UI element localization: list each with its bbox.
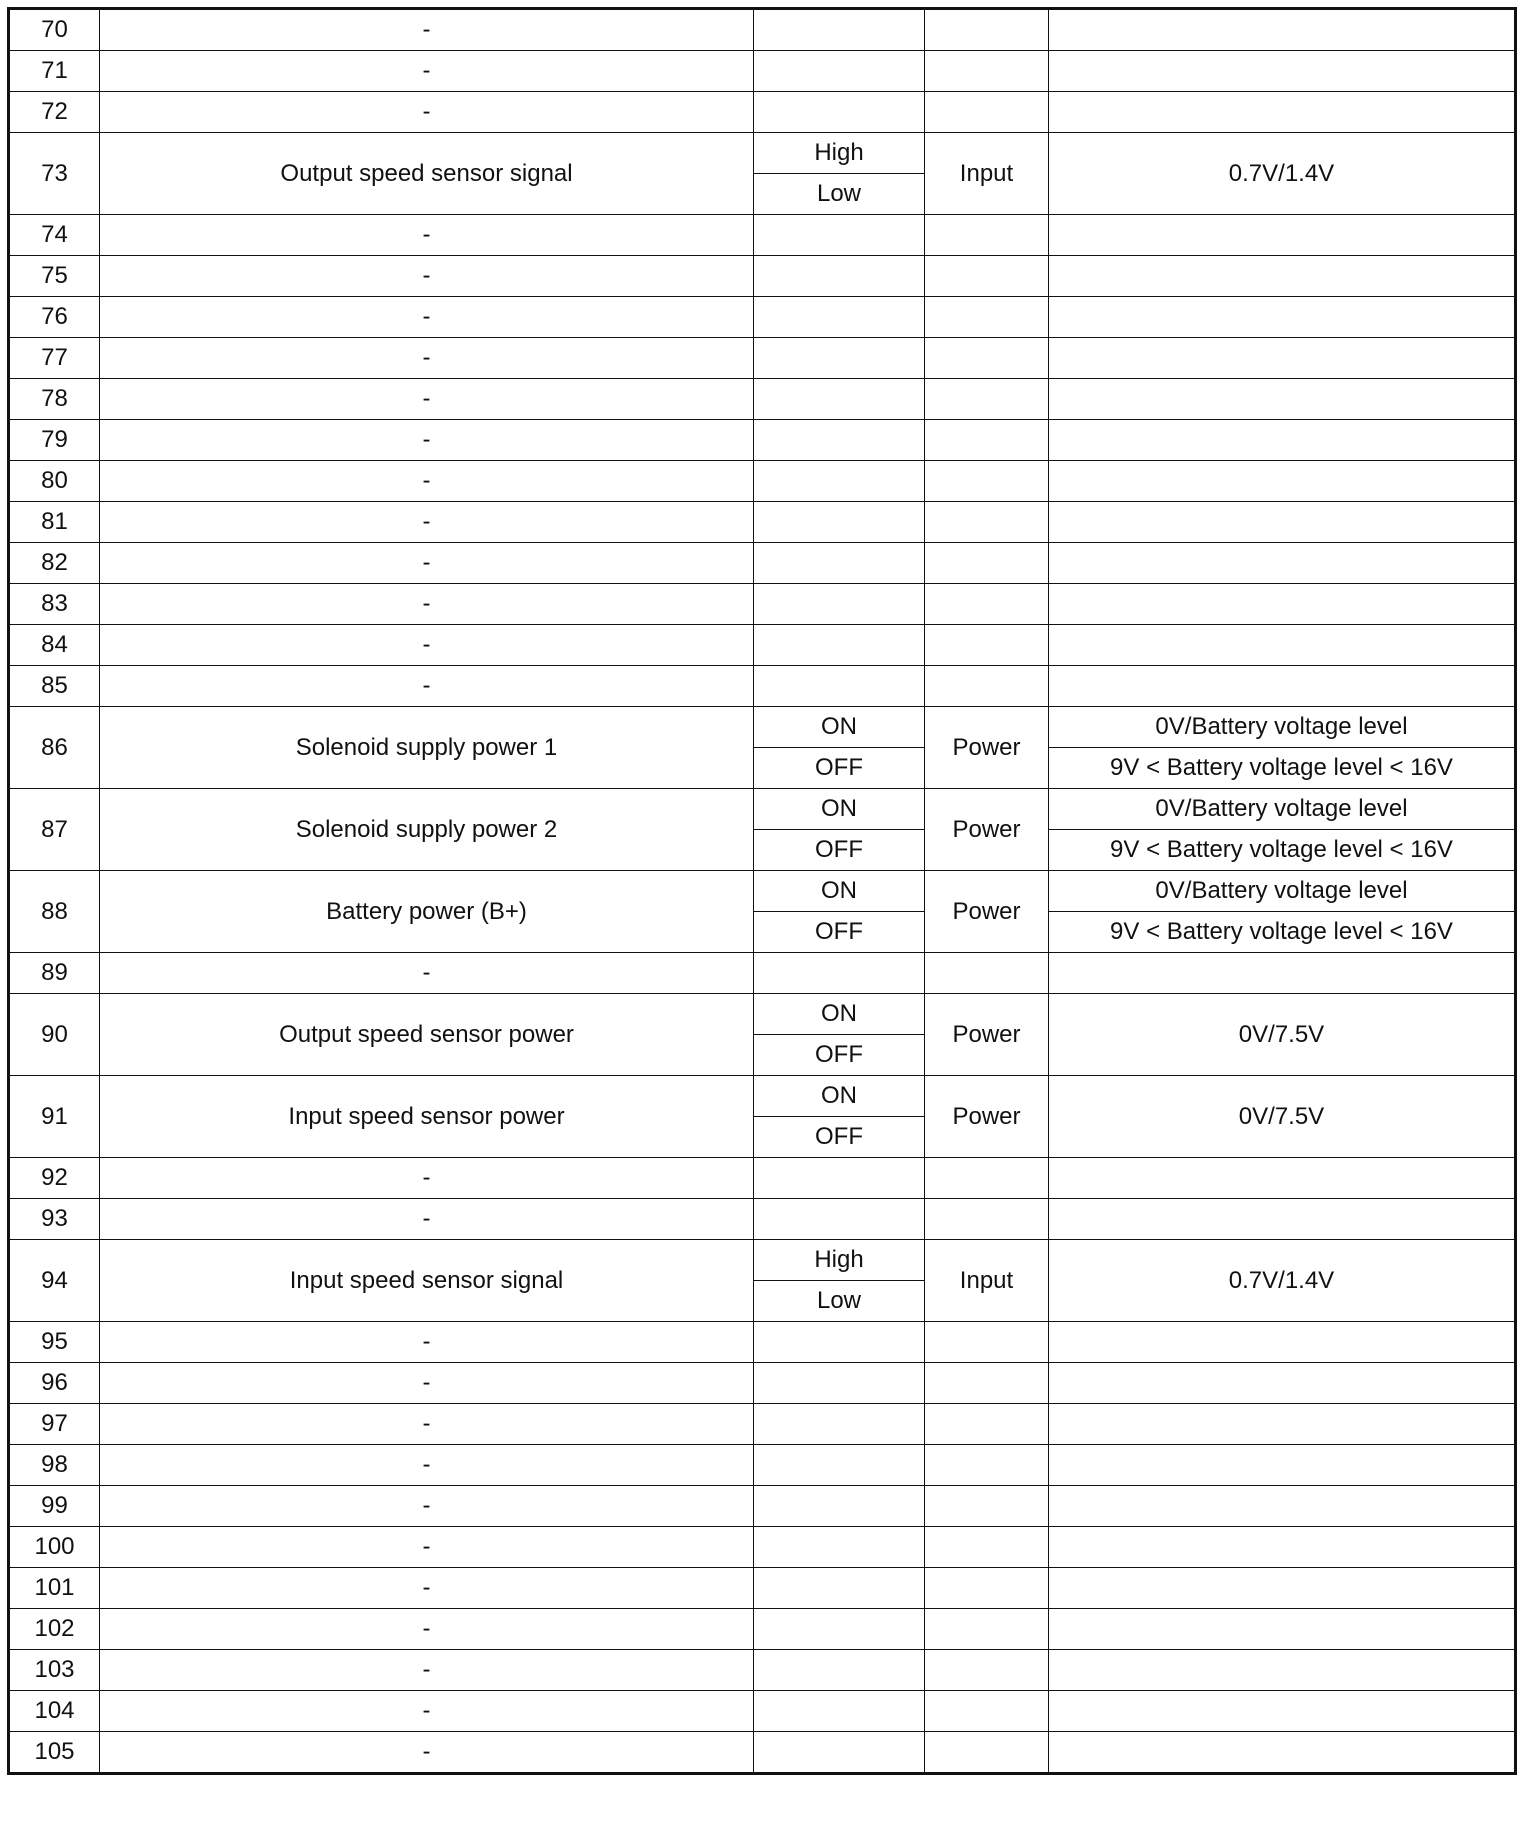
- pin-description: -: [100, 379, 754, 420]
- pin-number: 90: [9, 994, 100, 1076]
- table-row: [9, 871, 1516, 912]
- pin-condition: OFF: [754, 830, 925, 871]
- pin-description: Solenoid supply power 2: [100, 789, 754, 871]
- table-row: [9, 133, 1516, 174]
- signal-value: 0V/7.5V: [1049, 994, 1516, 1076]
- table-row: [9, 215, 1516, 256]
- pin-number: 76: [9, 297, 100, 338]
- pin-condition: ON: [754, 871, 925, 912]
- signal-value: [1049, 953, 1516, 994]
- pin-number: 97: [9, 1404, 100, 1445]
- signal-type: [925, 1158, 1049, 1199]
- pin-description: Output speed sensor signal: [100, 133, 754, 215]
- pin-description: -: [100, 420, 754, 461]
- pin-condition: ON: [754, 707, 925, 748]
- pin-condition: [754, 502, 925, 543]
- signal-type: Power: [925, 789, 1049, 871]
- table-row: [9, 584, 1516, 625]
- pin-description: -: [100, 1732, 754, 1774]
- table-row: [9, 461, 1516, 502]
- signal-value: [1049, 584, 1516, 625]
- pin-condition: [754, 666, 925, 707]
- table-row: [9, 1691, 1516, 1732]
- pin-condition: [754, 9, 925, 51]
- signal-type: [925, 1445, 1049, 1486]
- signal-value: 0V/Battery voltage level: [1049, 789, 1516, 830]
- pin-number: 96: [9, 1363, 100, 1404]
- pin-number: 100: [9, 1527, 100, 1568]
- signal-value: [1049, 1363, 1516, 1404]
- table-row: [9, 1527, 1516, 1568]
- table-row: [9, 1404, 1516, 1445]
- signal-value: [1049, 338, 1516, 379]
- pin-number: 87: [9, 789, 100, 871]
- pin-number: 85: [9, 666, 100, 707]
- pin-number: 105: [9, 1732, 100, 1774]
- pin-number: 88: [9, 871, 100, 953]
- signal-value: [1049, 1158, 1516, 1199]
- signal-type: Power: [925, 1076, 1049, 1158]
- pin-condition: [754, 1199, 925, 1240]
- table-row: [9, 379, 1516, 420]
- signal-value: [1049, 92, 1516, 133]
- signal-value: [1049, 1732, 1516, 1774]
- pin-condition: Low: [754, 1281, 925, 1322]
- pin-description: -: [100, 625, 754, 666]
- table-row: [9, 1650, 1516, 1691]
- table-row: [9, 1568, 1516, 1609]
- pin-condition: ON: [754, 1076, 925, 1117]
- pin-number: 73: [9, 133, 100, 215]
- table-row: [9, 666, 1516, 707]
- signal-value: [1049, 1691, 1516, 1732]
- pin-condition: [754, 338, 925, 379]
- pin-condition: [754, 584, 925, 625]
- pin-description: -: [100, 1691, 754, 1732]
- pin-condition: [754, 297, 925, 338]
- signal-type: [925, 461, 1049, 502]
- pin-condition: [754, 1158, 925, 1199]
- pin-condition: Low: [754, 174, 925, 215]
- signal-value: [1049, 215, 1516, 256]
- pin-condition: [754, 1363, 925, 1404]
- pin-number: 94: [9, 1240, 100, 1322]
- signal-value: [1049, 1486, 1516, 1527]
- pin-number: 77: [9, 338, 100, 379]
- signal-type: [925, 543, 1049, 584]
- signal-type: [925, 502, 1049, 543]
- pin-condition: [754, 1322, 925, 1363]
- signal-type: [925, 1691, 1049, 1732]
- signal-type: [925, 215, 1049, 256]
- table-row: [9, 502, 1516, 543]
- pin-description: -: [100, 215, 754, 256]
- table-row: [9, 1199, 1516, 1240]
- pin-condition: [754, 215, 925, 256]
- pin-description: -: [100, 953, 754, 994]
- pin-description: Battery power (B+): [100, 871, 754, 953]
- pin-description: -: [100, 297, 754, 338]
- signal-value: [1049, 256, 1516, 297]
- pin-description: -: [100, 666, 754, 707]
- pin-condition: OFF: [754, 912, 925, 953]
- signal-value: [1049, 625, 1516, 666]
- pin-condition: [754, 1609, 925, 1650]
- pin-number: 86: [9, 707, 100, 789]
- signal-type: [925, 1404, 1049, 1445]
- pin-condition: [754, 256, 925, 297]
- signal-type: Power: [925, 871, 1049, 953]
- signal-type: [925, 666, 1049, 707]
- table-row: [9, 1076, 1516, 1117]
- signal-type: [925, 379, 1049, 420]
- pin-condition: [754, 1650, 925, 1691]
- pin-description: -: [100, 256, 754, 297]
- table-row: [9, 1322, 1516, 1363]
- signal-value: 0V/7.5V: [1049, 1076, 1516, 1158]
- signal-value: [1049, 9, 1516, 51]
- pin-number: 71: [9, 51, 100, 92]
- pin-condition: OFF: [754, 1117, 925, 1158]
- table-row: [9, 51, 1516, 92]
- pin-condition: [754, 51, 925, 92]
- pin-condition: [754, 1568, 925, 1609]
- pin-description: -: [100, 338, 754, 379]
- table-row: [9, 1158, 1516, 1199]
- signal-value: [1049, 666, 1516, 707]
- signal-value: [1049, 543, 1516, 584]
- signal-value: [1049, 1609, 1516, 1650]
- signal-value: [1049, 297, 1516, 338]
- signal-value: 0V/Battery voltage level: [1049, 871, 1516, 912]
- pin-description: -: [100, 461, 754, 502]
- table-row: [9, 1732, 1516, 1774]
- pin-condition: High: [754, 133, 925, 174]
- pin-description: Output speed sensor power: [100, 994, 754, 1076]
- signal-type: [925, 420, 1049, 461]
- table-row: [9, 256, 1516, 297]
- signal-type: [925, 1568, 1049, 1609]
- pin-number: 84: [9, 625, 100, 666]
- pin-number: 103: [9, 1650, 100, 1691]
- signal-value: 0.7V/1.4V: [1049, 1240, 1516, 1322]
- signal-type: [925, 1527, 1049, 1568]
- table-row: [9, 92, 1516, 133]
- pin-description: -: [100, 92, 754, 133]
- pin-description: -: [100, 1363, 754, 1404]
- signal-value: [1049, 51, 1516, 92]
- signal-type: [925, 1322, 1049, 1363]
- signal-type: [925, 1650, 1049, 1691]
- pin-number: 83: [9, 584, 100, 625]
- pin-description: -: [100, 51, 754, 92]
- signal-value: [1049, 1322, 1516, 1363]
- pin-number: 99: [9, 1486, 100, 1527]
- pin-number: 98: [9, 1445, 100, 1486]
- signal-type: [925, 584, 1049, 625]
- table-row: [9, 1363, 1516, 1404]
- pin-number: 95: [9, 1322, 100, 1363]
- table-row: [9, 543, 1516, 584]
- signal-type: [925, 51, 1049, 92]
- pin-description: -: [100, 1199, 754, 1240]
- pin-table-body: [9, 9, 1516, 1774]
- signal-type: Input: [925, 1240, 1049, 1322]
- pin-condition: ON: [754, 789, 925, 830]
- table-row: [9, 953, 1516, 994]
- signal-value: 9V < Battery voltage level < 16V: [1049, 912, 1516, 953]
- pin-number: 81: [9, 502, 100, 543]
- pin-condition: [754, 379, 925, 420]
- signal-value: [1049, 1199, 1516, 1240]
- signal-value: 0V/Battery voltage level: [1049, 707, 1516, 748]
- pin-number: 91: [9, 1076, 100, 1158]
- pin-condition: OFF: [754, 1035, 925, 1076]
- pin-number: 75: [9, 256, 100, 297]
- pin-condition: [754, 1404, 925, 1445]
- pin-condition: [754, 543, 925, 584]
- signal-type: Input: [925, 133, 1049, 215]
- signal-value: 9V < Battery voltage level < 16V: [1049, 748, 1516, 789]
- signal-value: [1049, 1445, 1516, 1486]
- pin-number: 79: [9, 420, 100, 461]
- pin-description: -: [100, 9, 754, 51]
- signal-type: [925, 338, 1049, 379]
- table-row: [9, 789, 1516, 830]
- signal-type: [925, 9, 1049, 51]
- signal-value: [1049, 502, 1516, 543]
- pin-number: 78: [9, 379, 100, 420]
- pin-condition: High: [754, 1240, 925, 1281]
- pin-description: Input speed sensor signal: [100, 1240, 754, 1322]
- pin-number: 74: [9, 215, 100, 256]
- signal-type: [925, 1609, 1049, 1650]
- signal-type: [925, 256, 1049, 297]
- table-row: [9, 625, 1516, 666]
- pin-number: 101: [9, 1568, 100, 1609]
- signal-value: [1049, 420, 1516, 461]
- pin-condition: [754, 461, 925, 502]
- pin-description: -: [100, 502, 754, 543]
- pin-condition: [754, 1486, 925, 1527]
- signal-value: 9V < Battery voltage level < 16V: [1049, 830, 1516, 871]
- pin-number: 70: [9, 9, 100, 51]
- pin-number: 72: [9, 92, 100, 133]
- pin-condition: [754, 625, 925, 666]
- pin-description: -: [100, 1322, 754, 1363]
- pin-description: -: [100, 1568, 754, 1609]
- signal-type: [925, 1732, 1049, 1774]
- pin-condition: [754, 92, 925, 133]
- signal-type: [925, 297, 1049, 338]
- pin-description: Input speed sensor power: [100, 1076, 754, 1158]
- table-row: [9, 994, 1516, 1035]
- table-row: [9, 9, 1516, 51]
- pin-description: -: [100, 1445, 754, 1486]
- signal-value: 0.7V/1.4V: [1049, 133, 1516, 215]
- signal-value: [1049, 1527, 1516, 1568]
- table-row: [9, 1240, 1516, 1281]
- pin-condition: [754, 1691, 925, 1732]
- pin-condition: [754, 420, 925, 461]
- table-row: [9, 1445, 1516, 1486]
- signal-type: [925, 1199, 1049, 1240]
- pin-description: -: [100, 1609, 754, 1650]
- pin-number: 102: [9, 1609, 100, 1650]
- pin-number: 80: [9, 461, 100, 502]
- table-row: [9, 707, 1516, 748]
- pin-description: -: [100, 1527, 754, 1568]
- signal-value: [1049, 461, 1516, 502]
- pin-description-table: [7, 7, 1517, 1775]
- pin-condition: [754, 1732, 925, 1774]
- pin-description: -: [100, 1650, 754, 1691]
- pin-description: -: [100, 1486, 754, 1527]
- signal-type: Power: [925, 994, 1049, 1076]
- signal-value: [1049, 1404, 1516, 1445]
- signal-type: [925, 1363, 1049, 1404]
- pin-condition: [754, 1445, 925, 1486]
- pin-number: 104: [9, 1691, 100, 1732]
- pin-description: -: [100, 1158, 754, 1199]
- pin-condition: OFF: [754, 748, 925, 789]
- signal-type: [925, 953, 1049, 994]
- pin-number: 89: [9, 953, 100, 994]
- pin-description: Solenoid supply power 1: [100, 707, 754, 789]
- pin-condition: [754, 1527, 925, 1568]
- table-row: [9, 420, 1516, 461]
- signal-value: [1049, 1568, 1516, 1609]
- pin-number: 93: [9, 1199, 100, 1240]
- signal-type: Power: [925, 707, 1049, 789]
- pin-description: -: [100, 584, 754, 625]
- table-row: [9, 338, 1516, 379]
- pin-description: -: [100, 543, 754, 584]
- pin-condition: [754, 953, 925, 994]
- table-row: [9, 1486, 1516, 1527]
- pin-condition: ON: [754, 994, 925, 1035]
- signal-type: [925, 92, 1049, 133]
- pin-number: 82: [9, 543, 100, 584]
- signal-value: [1049, 379, 1516, 420]
- table-row: [9, 297, 1516, 338]
- table-row: [9, 1609, 1516, 1650]
- signal-value: [1049, 1650, 1516, 1691]
- signal-type: [925, 625, 1049, 666]
- pin-description: -: [100, 1404, 754, 1445]
- signal-type: [925, 1486, 1049, 1527]
- pin-number: 92: [9, 1158, 100, 1199]
